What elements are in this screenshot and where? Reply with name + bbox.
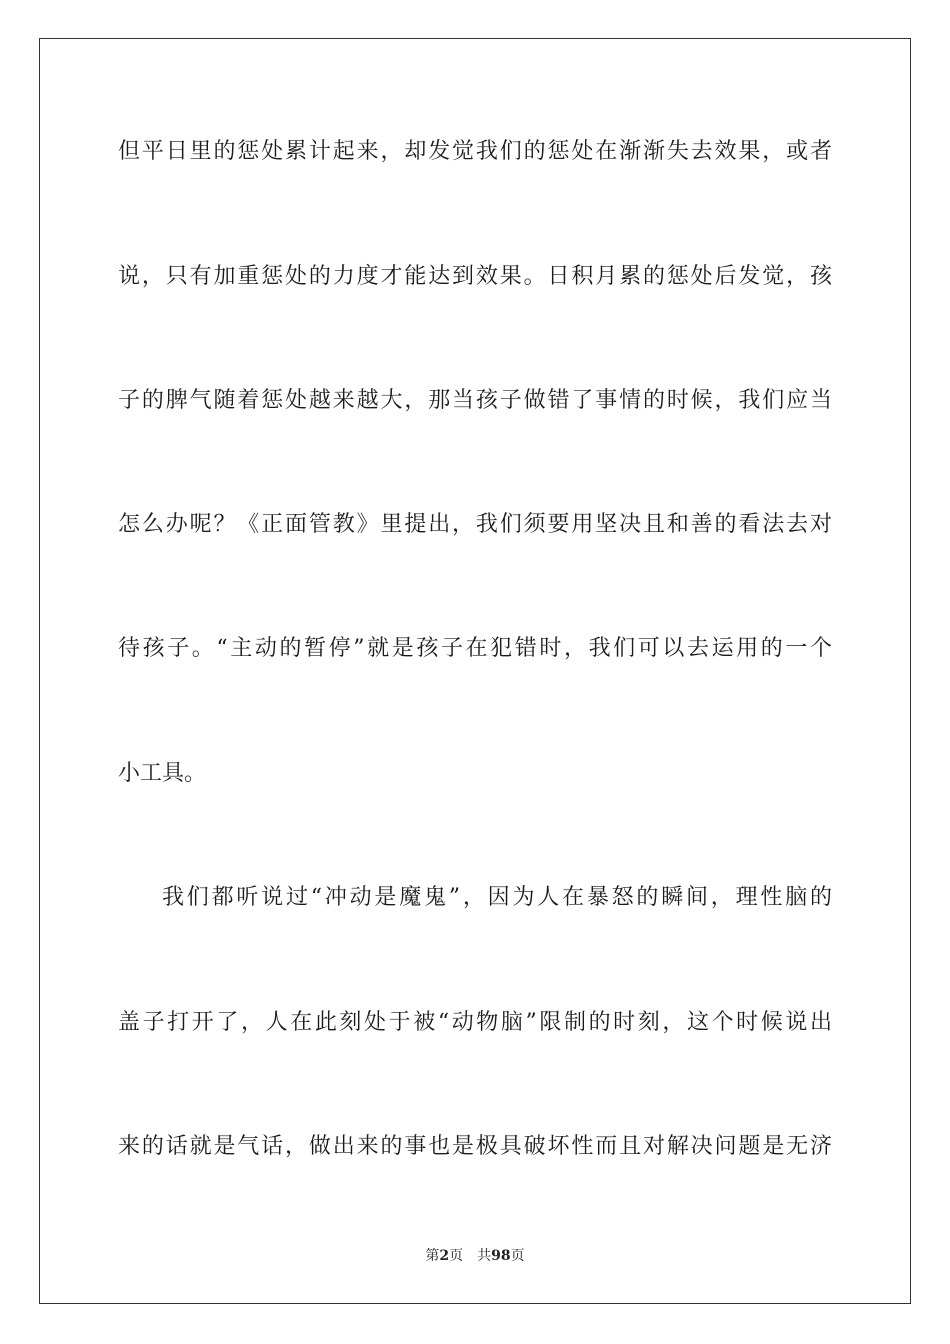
page-suffix: 页 [449, 1248, 464, 1264]
text-line-2: 说，只有加重惩处的力度才能达到效果。日积月累的惩处后发觉，孩 [118, 264, 832, 289]
text-line-5: 待孩子。“主动的暂停”就是孩子在犯错时，我们可以去运用的一个 [118, 636, 832, 661]
total-pages: 98 [491, 1248, 511, 1264]
page-prefix: 第 [425, 1248, 440, 1264]
text-line-4: 怎么办呢？《正面管教》里提出，我们须要用坚决且和善的看法去对 [118, 512, 832, 537]
text-line-3: 子的脾气随着惩处越来越大，那当孩子做错了事情的时候，我们应当 [118, 388, 832, 413]
page-footer [0, 1247, 950, 1265]
text-line-8: 盖子打开了，人在此刻处于被“动物脑”限制的时刻，这个时候说出 [118, 1010, 832, 1035]
text-line-9: 来的话就是气话，做出来的事也是极具破坏性而且对解决问题是无济 [118, 1134, 832, 1159]
text-line-1: 但平日里的惩处累计起来，却发觉我们的惩处在渐渐失去效果，或者 [118, 139, 832, 164]
total-prefix: 共 [477, 1248, 492, 1264]
page-border [39, 38, 911, 1304]
text-line-6: 小工具。 [118, 761, 207, 786]
total-suffix: 页 [510, 1248, 525, 1264]
page-number: 2 [439, 1248, 450, 1264]
paragraph-start-line: 我们都听说过“冲动是魔鬼”，因为人在暴怒的瞬间，理性脑的 [162, 885, 832, 910]
